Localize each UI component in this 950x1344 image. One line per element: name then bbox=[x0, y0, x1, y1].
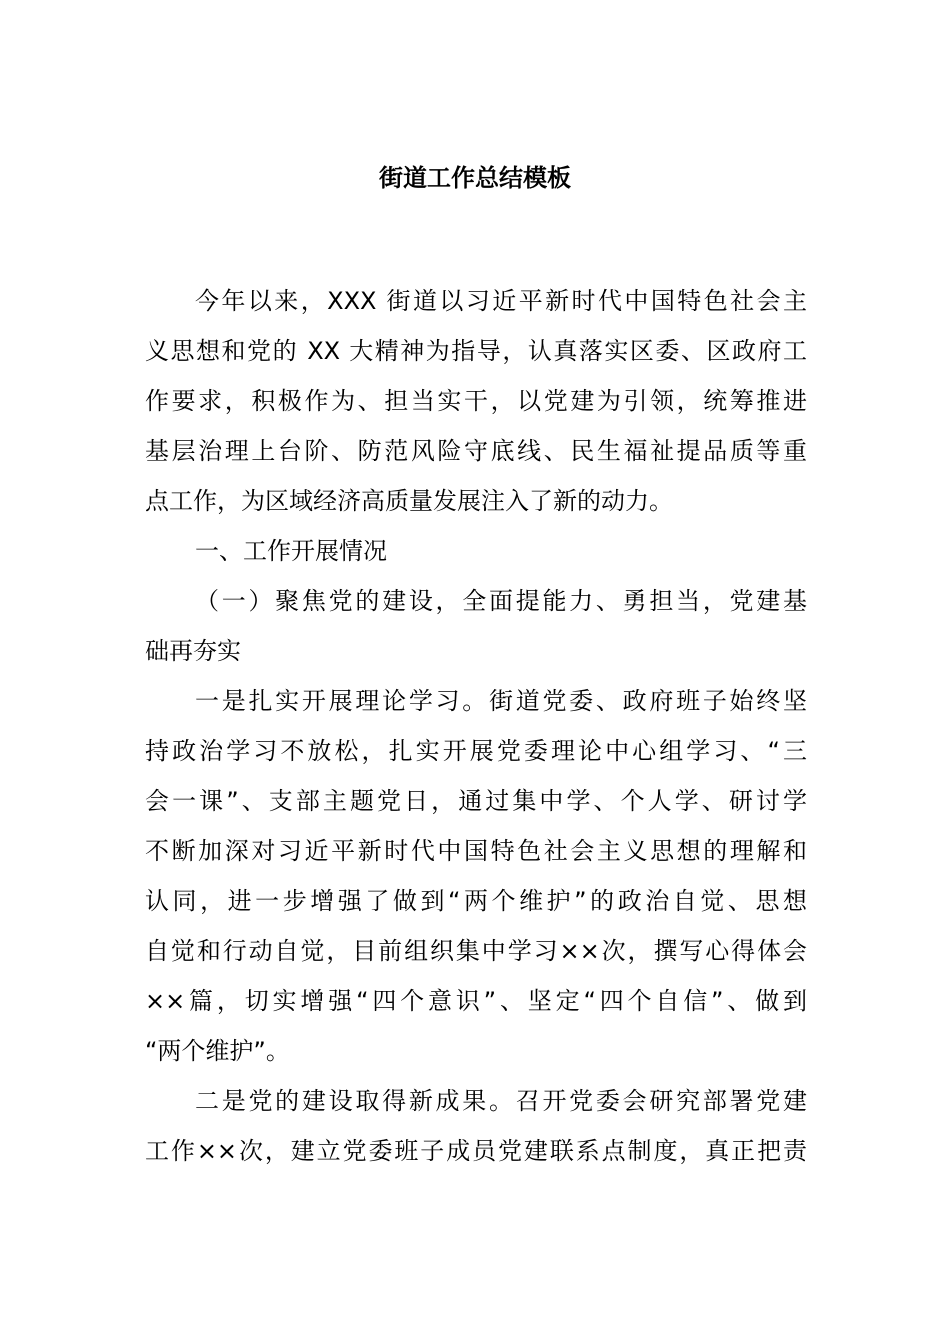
subsection-heading: 础再夯实 bbox=[145, 637, 241, 665]
paragraph-line: 点工作，为区域经济高质量发展注入了新的动力。 bbox=[145, 487, 673, 515]
paragraph-line: “两个维护”。 bbox=[145, 1037, 290, 1065]
paragraph-line: 义思想和党的 XX 大精神为指导，认真落实区委、区政府工 bbox=[145, 337, 807, 365]
paragraph-line: 基层治理上台阶、防范风险守底线、民生福祉提品质等重 bbox=[145, 437, 807, 465]
paragraph-line: 作要求，积极作为、担当实干，以党建为引领，统筹推进 bbox=[145, 387, 807, 415]
paragraph-line: 工作××次，建立党委班子成员党建联系点制度，真正把责 bbox=[145, 1137, 807, 1165]
paragraph-line: 不断加深对习近平新时代中国特色社会主义思想的理解和 bbox=[145, 837, 807, 865]
paragraph-line: 认同，进一步增强了做到“两个维护”的政治自觉、思想 bbox=[145, 887, 807, 915]
paragraph-line: 今年以来，XXX 街道以习近平新时代中国特色社会主 bbox=[195, 287, 807, 315]
subsection-heading: （一）聚焦党的建设，全面提能力、勇担当，党建基 bbox=[195, 587, 807, 615]
paragraph-line: ××篇，切实增强“四个意识”、坚定“四个自信”、做到 bbox=[145, 987, 807, 1015]
document-title: 街道工作总结模板 bbox=[379, 164, 571, 192]
paragraph-line: 会一课”、支部主题党日，通过集中学、个人学、研讨学 bbox=[145, 787, 807, 815]
paragraph-line: 持政治学习不放松，扎实开展党委理论中心组学习、“三 bbox=[145, 737, 807, 765]
document-body bbox=[145, 276, 807, 1176]
section-heading: 一、工作开展情况 bbox=[195, 537, 387, 565]
paragraph-line: 二是党的建设取得新成果。召开党委会研究部署党建 bbox=[195, 1087, 807, 1115]
paragraph-line: 一是扎实开展理论学习。街道党委、政府班子始终坚 bbox=[195, 687, 807, 715]
paragraph-line: 自觉和行动自觉，目前组织集中学习××次，撰写心得体会 bbox=[145, 937, 807, 965]
